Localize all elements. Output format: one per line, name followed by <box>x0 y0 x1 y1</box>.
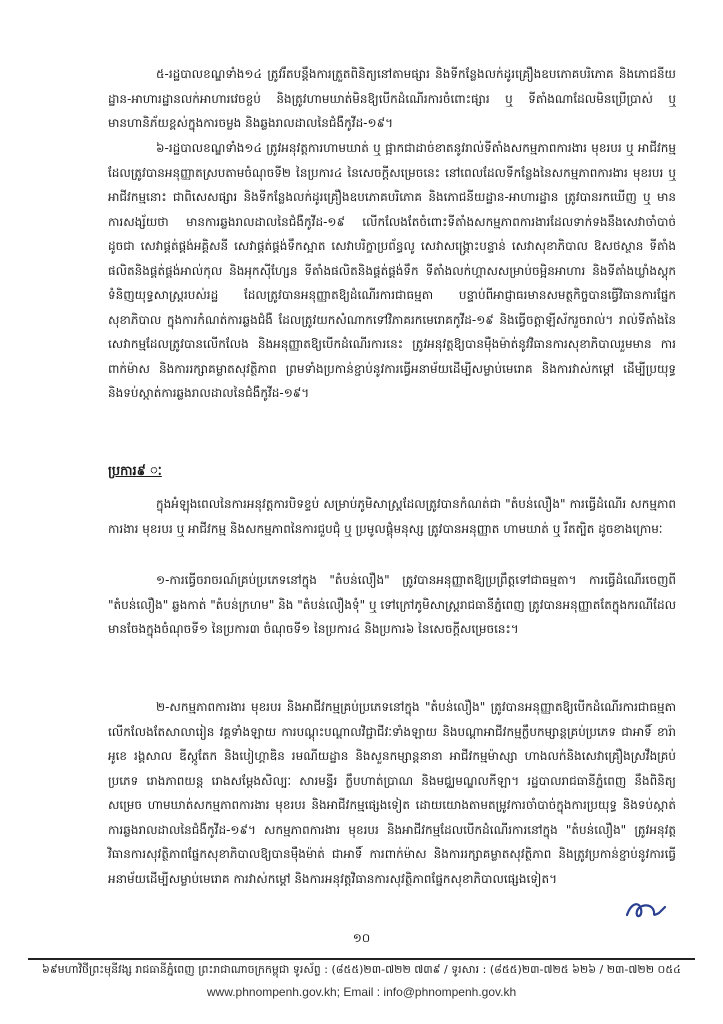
footer-divider <box>28 958 695 960</box>
paragraph-6: ៦-រដ្ឋបាលខណ្ឌទាំង១៤ ត្រូវអនុវត្តការហាមឃាត់ ឬ ផ្អាកជាដាច់ខាតនូវរាល់ទីតាំងសកម្មភាពការងារ មុខរបរ ឬ អាជីវកម្ម ដែលត្រូវបានអនុញ្ញាតស្របតាមចំណុចទី២ នៃប្រការ៤ នៃសេចក្តីសម្រេចនេះ នៅពេលដែលទីកន្លែងនៃសកម្មភាពការងារ មុខរបរ ឬ អាជីវកម្មនោះ ជាពិសេសផ្សារ និងទីកន្លែងលក់ដូរគ្រឿងឧបភោគបរិភោគ និងភោជនីយដ្ឋាន-អាហារដ្ឋាន ត្រូវបានរកឃើញ ឬ មានការសង្ស័យថា មានការឆ្លងរាលដាលនៃជំងឺកូវីដ-១៩ លើកលែងតែចំពោះទីតាំងសកម្មភាពការងារដែលទាក់ទងនឹងសេវាចាំបាច់ ដូចជា សេវាផ្គត់ផ្គង់អគ្គិសនី សេវាផ្គត់ផ្គង់ទឹកស្អាត សេវាបរិក្ខាប្រព័ន្ធលូ សេវាសង្គ្រោះបន្ទាន់ សេវាសុខាភិបាល ឱសថស្ថាន ទីតាំងផលិតនិងផ្គត់ផ្គង់អាល់កុល និងអុកស៊ីហ្សែន ទីតាំងផលិតនិងផ្គត់ផ្គង់ទឹក ទីតាំងលក់ហ្គាសសម្រាប់ចម្អិនអាហារ និងទីតាំងឃ្លាំងស្តុកទំនិញយុទ្ធសាស្ត្ររបស់រដ្ឋ ដែលត្រូវបានអនុញ្ញាតឱ្យដំណើរការជាធម្មតា បន្ទាប់ពីអាជ្ញាធរមានសមត្ថកិច្ចបានធ្វើវិធានការផ្នែកសុខាភិបាល ក្នុងការកំណត់ការឆ្លងជំងឺ ដែលត្រូវយកសំណាកទៅវិភាគរកមេរោគកូវីដ-១៩ និងធ្វើចត្តាឡីស័ករួចរាល់។ រាល់ទីតាំងនៃសេវាកម្មដែលត្រូវបានលើកលែង និងអនុញ្ញាតឱ្យបើកដំណើរការនេះ ត្រូវអនុវត្តឱ្យបានម៉ឺងម៉ាត់នូវវិធានការសុខាភិបាលរួមមាន ការពាក់ម៉ាស និងការរក្សាគម្លាតសុវត្ថិភាព ព្រមទាំងប្រកាន់ខ្ជាប់នូវការធ្វើអនាម័យដើម្បីសម្លាប់មេរោគ និងការវាស់កម្តៅ ដើម្បីប្រយុទ្ធនិងទប់ស្កាត់ការឆ្លងរាលដាលនៃជំងឺកូវីដ-១៩។ <box>108 141 676 400</box>
footer-contact <box>0 985 723 999</box>
article-9-intro: ក្នុងអំឡុងពេលនៃការអនុវត្តការបិទខ្ទប់ សម្រាប់ភូមិសាស្ត្រដែលត្រូវបានកំណត់ជា "តំបន់លឿង" ការធ្វើដំណើរ សកម្មភាពការងារ មុខរបរ ឬ អាជីវកម្ម និងសកម្មភាពនៃការជួបជុំ ឬ ប្រមូលផ្តុំមនុស្ស ត្រូវបានអនុញ្ញាត ហាមឃាត់ ឬ រឹតត្បិត ដូចខាងក្រោមៈ <box>108 497 676 536</box>
signature-initials-icon <box>623 897 669 923</box>
page-number: ១០ <box>352 931 371 945</box>
article-9-item-1: ១-ការធ្វើចរាចរណ៍គ្រប់ប្រភេទនៅក្នុង "តំបន់លឿង" ត្រូវបានអនុញ្ញាតឱ្យប្រព្រឹត្តទៅជាធម្មតា។ ការធ្វើដំណើរចេញពី "តំបន់លឿង" ឆ្លងកាត់ "តំបន់ក្រហម" និង "តំបន់លឿងទុំ" ឬ ទៅក្រៅភូមិសាស្ត្ររាជធានីភ្នំពេញ ត្រូវបានអនុញ្ញាតតែក្នុងករណីដែលមានចែងក្នុងចំណុចទី១ នៃប្រការ៣ ចំណុចទី១ នៃប្រការ៤ និងប្រការ៦ នៃសេចក្តីសម្រេចនេះ។ <box>108 573 676 636</box>
paragraph-5: ៥-រដ្ឋបាលខណ្ឌទាំង១៤ ត្រូវរឹតបន្តឹងការត្រួតពិនិត្យនៅតាមផ្សារ និងទីកន្លែងលក់ដូរគ្រឿងឧបភោគបរិភោគ និងភោជនីយដ្ឋាន-អាហារដ្ឋានលក់អាហារវេចខ្ចប់ និងត្រូវហាមឃាត់មិនឱ្យបើកដំណើរការចំពោះផ្សារ ឬ ទីតាំងណាដែលមិនប្រើប្រាស់ ឬ មានហានិភ័យខ្ពស់ក្នុងការចម្លង និងឆ្លងរាលដាលនៃជំងឺកូវីដ-១៩។ <box>108 67 676 130</box>
footer-address: ៦៩មហាវិថីព្រះមុនីវង្ស រាជធានីភ្នំពេញ ព្រះរាជាណាចក្រកម្ពុជា ទូរស័ព្ទ : (៨៥៥)២៣-៧២២ ៧៣៩ / ទូរសារ : (៨៥៥)២៣-៧២៥ ៦២៦ / ២៣-៧២២ ០៥៤ <box>42 963 681 976</box>
article-9-heading: ប្រការ៩ ៈ <box>108 464 162 479</box>
website-email-link[interactable]: www.phnompenh.gov.kh; Email : info@phnompenh.gov.kh <box>206 985 517 999</box>
article-9-item-2: ២-សកម្មភាពការងារ មុខរបរ និងអាជីវកម្មគ្រប់ប្រភេទនៅក្នុង "តំបន់លឿង" ត្រូវបានអនុញ្ញាតឱ្យបើកដំណើរការជាធម្មតា លើកលែងតែសាលារៀន វគ្គទាំងឡាយ ការបណ្តុះបណ្តាលវិជ្ជាជីវៈទាំងឡាយ និងបណ្តាអាជីវកម្មក្លឹបកម្សាន្តគ្រប់ប្រភេទ ជាអាទិ៍ ខារ៉ាអូខេ រង្គសាល ឌីស្កូតែក និងបៀហ្គាឌិន រមណីយដ្ឋាន និងសួនកម្សាន្តនានា អាជីវកម្មម៉ាស្សា ហាងលក់និងសេវាគ្រឿងស្រវឹងគ្រប់ប្រភេទ រោងភាពយន្ត រោងសម្តែងសិល្បៈ សារមន្ទីរ ក្លឹបហាត់ប្រាណ និងមជ្ឈមណ្ឌលកីឡា។ រដ្ឋបាលរាជធានីភ្នំពេញ នឹងពិនិត្យសម្រេច ហាមឃាត់សកម្មភាពការងារ មុខរបរ និងអាជីវកម្មផ្សេងទៀត ដោយយោងតាមតម្រូវការចាំបាច់ក្នុងការប្រយុទ្ធ និងទប់ស្កាត់ការឆ្លងរាលដាលនៃជំងឺកូវីដ-១៩។ សកម្មភាពការងារ មុខរបរ និងអាជីវកម្មដែលបើកដំណើរការនៅក្នុង "តំបន់លឿង" ត្រូវអនុវត្តវិធានការសុវត្ថិភាពផ្នែកសុខាភិបាលឱ្យបានម៉ឺងម៉ាត់ ជាអាទិ៍ ការពាក់ម៉ាស និងការរក្សាគម្លាតសុវត្ថិភាព និងត្រូវប្រកាន់ខ្ជាប់នូវការធ្វើអនាម័យដើម្បីសម្លាប់មេរោគ ការវាស់កម្តៅ និងការអនុវត្តវិធានការសុវត្ថិភាពផ្នែកសុខាភិបាលផ្សេងទៀត។ <box>108 700 676 886</box>
